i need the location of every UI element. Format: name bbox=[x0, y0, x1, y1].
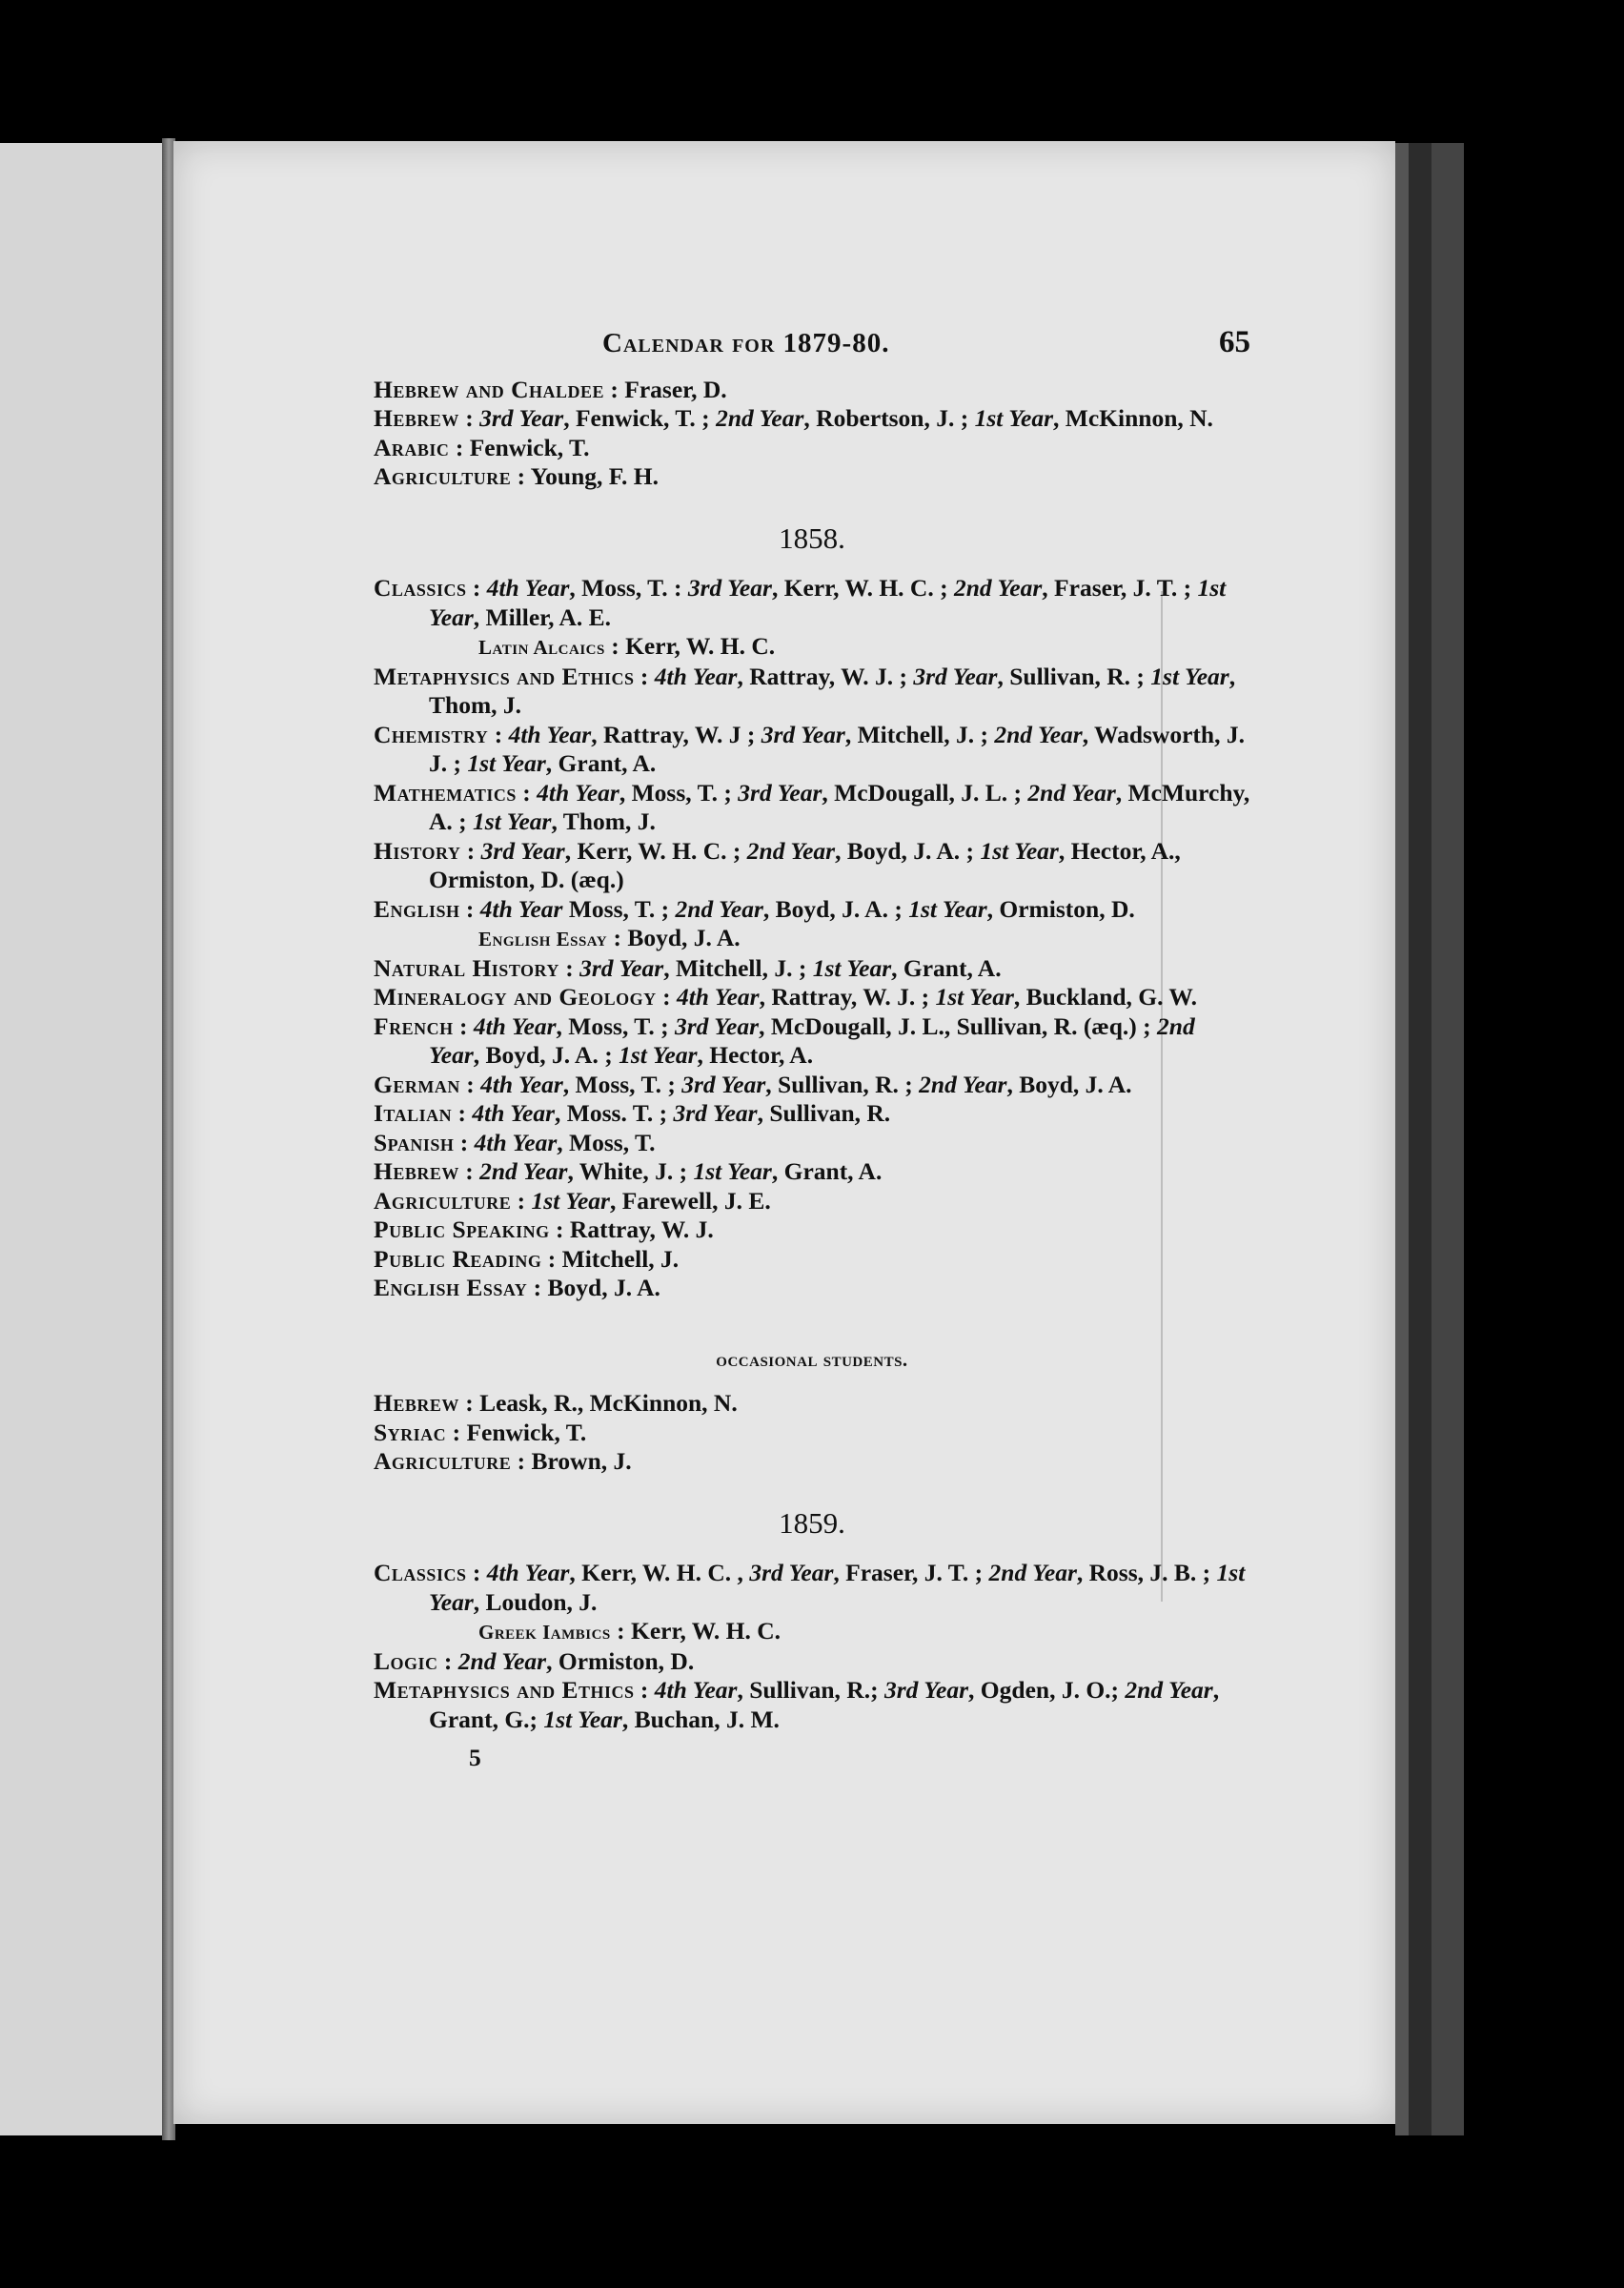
entry: English : 4th Year Moss, T. ; 2nd Year, Boyd, J. A. ; 1st Year, Ormiston, D. bbox=[374, 894, 1135, 923]
entry-text: 4th Year, Moss, T. ; 3rd Year, Sullivan, R. ; 2nd Year, Boyd, J. A. bbox=[480, 1070, 1132, 1098]
entry-text: 4th Year, Rattray, W. J. ; 3rd Year, Sullivan, R. ; 1st Year, Thom, J. bbox=[429, 662, 1236, 719]
entries-1858 bbox=[374, 574, 1250, 1303]
entry-subject: English bbox=[374, 894, 460, 923]
entry-subject: Hebrew and Chaldee bbox=[374, 375, 605, 403]
entry-subject: Mathematics bbox=[374, 778, 517, 807]
entry-text: 4th Year, Moss, T. ; 3rd Year, McDougall, J. L., Sullivan, R. (æq.) ; 2nd Year, Boyd, J. A. ; 1st Year, Hector, A. bbox=[429, 1011, 1195, 1069]
entry-subject: Classics bbox=[374, 1559, 467, 1586]
entry-text: Leask, R., McKinnon, N. bbox=[479, 1389, 738, 1417]
entry-subject: Mineralogy and Geology bbox=[374, 983, 657, 1011]
entry-text: 4th Year, Moss, T. : 3rd Year, Kerr, W. H. C. ; 2nd Year, Fraser, J. T. ; 1st Year, Miller, A. E. bbox=[429, 574, 1227, 631]
entry: Mineralogy and Geology : 4th Year, Rattray, W. J. ; 1st Year, Buckland, G. W. bbox=[374, 983, 1197, 1011]
header-title: Calendar for 1879-80. bbox=[602, 328, 890, 358]
entry: Spanish : 4th Year, Moss, T. bbox=[374, 1128, 656, 1156]
entry: Metaphysics and Ethics : 4th Year, Rattray, W. J. ; 3rd Year, Sullivan, R. ; 1st Year, Thom, J. bbox=[374, 662, 1236, 719]
entry-subject: Logic bbox=[374, 1646, 438, 1675]
entry-text: Fenwick, T. bbox=[466, 1418, 587, 1446]
entry-subject: Metaphysics and Ethics bbox=[374, 1676, 635, 1704]
entry: Hebrew : 2nd Year, White, J. ; 1st Year, Grant, A. bbox=[374, 1157, 883, 1185]
page-edge-strip bbox=[1395, 143, 1409, 2135]
entry: Logic : 2nd Year, Ormiston, D. bbox=[374, 1646, 695, 1675]
entry: Metaphysics and Ethics : 4th Year, Sullivan, R.; 3rd Year, Ogden, J. O.; 2nd Year, Grant, G.; 1st Year, Buchan, J. M. bbox=[374, 1676, 1220, 1733]
entry-subject: English Essay bbox=[374, 1274, 528, 1301]
entry: French : 4th Year, Moss, T. ; 3rd Year, McDougall, J. L., Sullivan, R. (æq.) ; 2nd Year, Boyd, J. A. ; 1st Year, Hector, A. bbox=[374, 1011, 1195, 1069]
entry: Classics : 4th Year, Moss, T. : 3rd Year, Kerr, W. H. C. ; 2nd Year, Fraser, J. T. ; 1st Year, Miller, A. E. bbox=[374, 574, 1227, 631]
entry-subject: Public Speaking bbox=[374, 1216, 550, 1243]
entry-text: Fenwick, T. bbox=[469, 433, 590, 461]
entry-subject: French bbox=[374, 1011, 454, 1040]
entry-subject: Metaphysics and Ethics bbox=[374, 662, 635, 690]
entry-subject: Chemistry bbox=[374, 720, 489, 748]
entry-subject: Public Reading bbox=[374, 1244, 542, 1273]
entry: Natural History : 3rd Year, Mitchell, J. ; 1st Year, Grant, A. bbox=[374, 953, 1002, 982]
entry-text: 4th Year, Moss, T. bbox=[474, 1128, 656, 1156]
entry: Hebrew : Leask, R., McKinnon, N. bbox=[374, 1389, 738, 1417]
entry-text: Rattray, W. J. bbox=[569, 1216, 714, 1243]
sub-entry: Latin Alcaics : Kerr, W. H. C. bbox=[478, 632, 776, 660]
left-page bbox=[0, 143, 167, 2135]
entry-subject: Agriculture bbox=[374, 462, 512, 490]
entry-text: 2nd Year, White, J. ; 1st Year, Grant, A. bbox=[479, 1157, 883, 1185]
occasional-entries bbox=[374, 1389, 1250, 1477]
entry-text: 2nd Year, Ormiston, D. bbox=[457, 1646, 695, 1675]
occasional-students-heading: occasional students. bbox=[716, 1347, 908, 1371]
entry-subject: German bbox=[374, 1070, 460, 1098]
entry-subject: Latin Alcaics bbox=[478, 636, 605, 659]
signature-mark: 5 bbox=[469, 1744, 481, 1771]
entry: Agriculture : Young, F. H. bbox=[374, 462, 659, 490]
entry-subject: Hebrew bbox=[374, 1389, 459, 1417]
entry-text: 4th Year, Rattray, W. J ; 3rd Year, Mitchell, J. ; 2nd Year, Wadsworth, J. J. ; 1st Year, Grant, A. bbox=[429, 720, 1245, 777]
year-heading-1859: 1859. bbox=[779, 1505, 845, 1540]
entry-subject: Arabic bbox=[374, 433, 450, 461]
entry: Public Speaking : Rattray, W. J. bbox=[374, 1216, 714, 1243]
entry: German : 4th Year, Moss, T. ; 3rd Year, Sullivan, R. ; 2nd Year, Boyd, J. A. bbox=[374, 1070, 1132, 1098]
entry-subject: Hebrew bbox=[374, 1157, 459, 1185]
entry-text: 4th Year, Moss, T. ; 3rd Year, McDougall, J. L. ; 2nd Year, McMurchy, A. ; 1st Year, Thom, J. bbox=[429, 778, 1250, 835]
entry-text: 4th Year, Kerr, W. H. C. , 3rd Year, Fraser, J. T. ; 2nd Year, Ross, J. B. ; 1st Year, Loudon, J. bbox=[429, 1559, 1246, 1616]
entry-subject: Hebrew bbox=[374, 404, 459, 432]
entry-text: 4th Year Moss, T. ; 2nd Year, Boyd, J. A. ; 1st Year, Ormiston, D. bbox=[479, 894, 1135, 923]
entries-1859 bbox=[374, 1559, 1250, 1734]
entry-text: 3rd Year, Fenwick, T. ; 2nd Year, Robertson, J. ; 1st Year, McKinnon, N. bbox=[479, 404, 1213, 432]
entry: Hebrew and Chaldee : Fraser, D. bbox=[374, 375, 727, 403]
entry: Agriculture : Brown, J. bbox=[374, 1447, 632, 1475]
entry-text: 1st Year, Farewell, J. E. bbox=[531, 1186, 771, 1215]
entry-text: Boyd, J. A. bbox=[627, 924, 741, 951]
entry-text: Fraser, D. bbox=[624, 375, 727, 403]
entry-text: 4th Year, Rattray, W. J. ; 1st Year, Buckland, G. W. bbox=[676, 983, 1197, 1011]
running-header bbox=[374, 325, 1250, 359]
entry-text: Brown, J. bbox=[531, 1447, 632, 1475]
entry-subject: Agriculture bbox=[374, 1186, 512, 1215]
entry-text: Boyd, J. A. bbox=[547, 1274, 660, 1301]
page-number: 65 bbox=[1219, 325, 1250, 359]
entry-subject: Spanish bbox=[374, 1128, 455, 1156]
entry: Arabic : Fenwick, T. bbox=[374, 433, 590, 461]
entry: Mathematics : 4th Year, Moss, T. ; 3rd Year, McDougall, J. L. ; 2nd Year, McMurchy, A. ; 1st Year, Thom, J. bbox=[374, 778, 1250, 835]
entry-text: Kerr, W. H. C. bbox=[625, 632, 776, 660]
entry: English Essay : Boyd, J. A. bbox=[374, 1274, 660, 1301]
entry-text: 4th Year, Moss. T. ; 3rd Year, Sullivan, R. bbox=[472, 1099, 891, 1127]
page-edge-strip bbox=[1409, 143, 1431, 2135]
entry-subject: Classics bbox=[374, 574, 467, 602]
entry: Public Reading : Mitchell, J. bbox=[374, 1244, 680, 1273]
entry-subject: History bbox=[374, 836, 461, 865]
entry-subject: Syriac bbox=[374, 1418, 447, 1446]
entry-subject: Greek Iambics bbox=[478, 1621, 611, 1644]
entry-text: Young, F. H. bbox=[530, 462, 659, 490]
page-edge-strip bbox=[1431, 143, 1464, 2135]
entry-text: 3rd Year, Mitchell, J. ; 1st Year, Grant, A. bbox=[579, 953, 1002, 982]
entry: Syriac : Fenwick, T. bbox=[374, 1418, 587, 1446]
entry-subject: Natural History bbox=[374, 953, 559, 982]
entry: Italian : 4th Year, Moss. T. ; 3rd Year, Sullivan, R. bbox=[374, 1099, 891, 1127]
entry: Classics : 4th Year, Kerr, W. H. C. , 3rd Year, Fraser, J. T. ; 2nd Year, Ross, J. B. ; 1st Year, Loudon, J. bbox=[374, 1559, 1246, 1616]
sub-entry: Greek Iambics : Kerr, W. H. C. bbox=[478, 1617, 782, 1644]
entry-text: Kerr, W. H. C. bbox=[631, 1617, 782, 1644]
entry: Agriculture : 1st Year, Farewell, J. E. bbox=[374, 1186, 771, 1215]
entry-text: 4th Year, Sullivan, R.; 3rd Year, Ogden, J. O.; 2nd Year, Grant, G.; 1st Year, Buchan, J. M. bbox=[429, 1676, 1220, 1733]
entry-text: 3rd Year, Kerr, W. H. C. ; 2nd Year, Boyd, J. A. ; 1st Year, Hector, A., Ormiston, D. (æq.) bbox=[429, 836, 1181, 893]
entry-text: Mitchell, J. bbox=[561, 1244, 680, 1273]
entry: Hebrew : 3rd Year, Fenwick, T. ; 2nd Year, Robertson, J. ; 1st Year, McKinnon, N. bbox=[374, 404, 1213, 432]
page-content bbox=[374, 325, 1250, 1773]
entry-subject: Agriculture bbox=[374, 1447, 512, 1475]
sub-entry: English Essay : Boyd, J. A. bbox=[478, 924, 741, 951]
year-heading-1858: 1858. bbox=[779, 521, 845, 555]
entry: History : 3rd Year, Kerr, W. H. C. ; 2nd Year, Boyd, J. A. ; 1st Year, Hector, A., Ormiston, D. (æq.) bbox=[374, 836, 1181, 893]
entry: Chemistry : 4th Year, Rattray, W. J ; 3rd Year, Mitchell, J. ; 2nd Year, Wadsworth, J. J. ; 1st Year, Grant, A. bbox=[374, 720, 1245, 777]
entry-subject: English Essay bbox=[478, 928, 608, 950]
entry-subject: Italian bbox=[374, 1099, 453, 1127]
top-entries bbox=[374, 376, 1250, 492]
